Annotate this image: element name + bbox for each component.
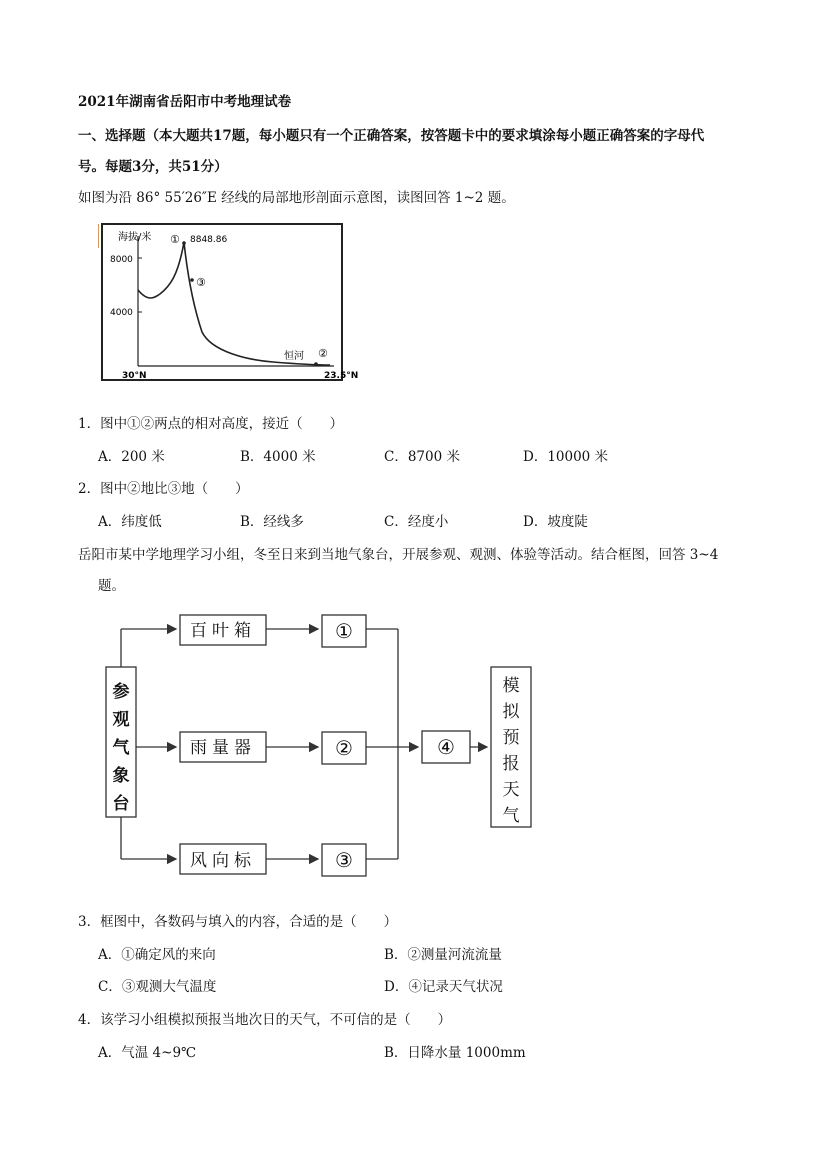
q1-option-c: C．8700 米	[384, 449, 460, 465]
end-char-4: 报	[502, 754, 520, 774]
point2-marker	[314, 362, 318, 366]
end-char-1: 模	[502, 676, 520, 696]
q2-option-c: C．经度小	[384, 514, 449, 530]
blank-2: ②	[335, 736, 353, 760]
q1-option-d: D．10000 米	[523, 449, 609, 465]
blank-3: ③	[335, 848, 353, 872]
q1-option-b: B．4000 米	[240, 449, 316, 465]
intro-q3-4-line1: 岳阳市某中学地理学习小组，冬至日来到当地气象台，开展参观、观测、体验等活动。结合框图，回答 3~4	[78, 547, 719, 563]
section-heading-line1: 一、选择题（本大题共17题，每小题只有一个正确答案，按答题卡中的要求填涂每小题正确答案的字母代	[78, 128, 705, 144]
blank-4: ④	[437, 735, 455, 759]
q4-stem: 4．该学习小组模拟预报当地次日的天气，不可信的是（ ）	[78, 1012, 452, 1028]
start-char-3: 气	[112, 738, 130, 758]
q2-option-a: A．纬度低	[98, 514, 162, 530]
page-title: 2021年湖南省岳阳市中考地理试卷	[78, 94, 292, 110]
intro-q3-4-line2: 题。	[98, 578, 125, 594]
x-axis-left-label: 30°N	[122, 371, 147, 381]
y-tick-8000: 8000	[110, 255, 133, 265]
q3-option-d: D．④记录天气状况	[384, 979, 503, 995]
peak-elevation-label: 8848.86	[190, 235, 228, 245]
peak-point	[182, 241, 186, 245]
terrain-profile-figure	[98, 220, 360, 388]
end-char-6: 气	[502, 806, 520, 826]
point1-label: ①	[170, 233, 180, 246]
end-char-5: 天	[502, 780, 520, 800]
y-axis-label: 海拔/米	[118, 232, 152, 243]
river-label: 恒河	[284, 351, 304, 362]
q4-option-a: A．气温 4~9℃	[98, 1045, 197, 1061]
point3-label: ③	[196, 276, 206, 289]
q2-option-d: D．坡度陡	[523, 514, 588, 530]
start-char-4: 象	[112, 766, 130, 786]
section-heading-line2: 号。每题3分，共51分）	[78, 159, 228, 175]
blank-1: ①	[335, 619, 353, 643]
y-tick-4000: 4000	[110, 308, 133, 318]
start-char-5: 台	[112, 794, 130, 814]
q3-stem: 3．框图中，各数码与填入的内容，合适的是（ ）	[78, 914, 398, 930]
q2-option-b: B．经线多	[240, 514, 304, 530]
q3-option-c: C．③观测大气温度	[98, 979, 217, 995]
q4-option-b: B．日降水量 1000mm	[384, 1045, 526, 1061]
q1-stem: 1．图中①②两点的相对高度，接近（ ）	[78, 416, 344, 432]
instrument-louvre-box: 百叶箱	[190, 621, 256, 641]
q3-option-b: B．②测量河流流量	[384, 947, 502, 963]
point3-marker	[190, 278, 194, 282]
point2-label: ②	[318, 347, 328, 360]
q3-option-a: A．①确定风的来向	[98, 947, 216, 963]
instrument-rain-gauge: 雨量器	[190, 738, 256, 758]
end-char-3: 预	[502, 728, 520, 748]
intro-q1-2: 如图为沿 86° 55′26″E 经线的局部地形剖面示意图，读图回答 1~2 题。	[78, 190, 515, 206]
weather-station-flowchart	[100, 605, 536, 890]
q1-option-a: A．200 米	[98, 449, 165, 465]
x-axis-right-label: 23.5°N	[324, 371, 359, 381]
start-char-1: 参	[112, 682, 130, 702]
instrument-wind-vane: 风向标	[190, 851, 256, 871]
q2-stem: 2．图中②地比③地（ ）	[78, 481, 249, 497]
start-char-2: 观	[112, 710, 130, 730]
end-char-2: 拟	[502, 702, 520, 722]
